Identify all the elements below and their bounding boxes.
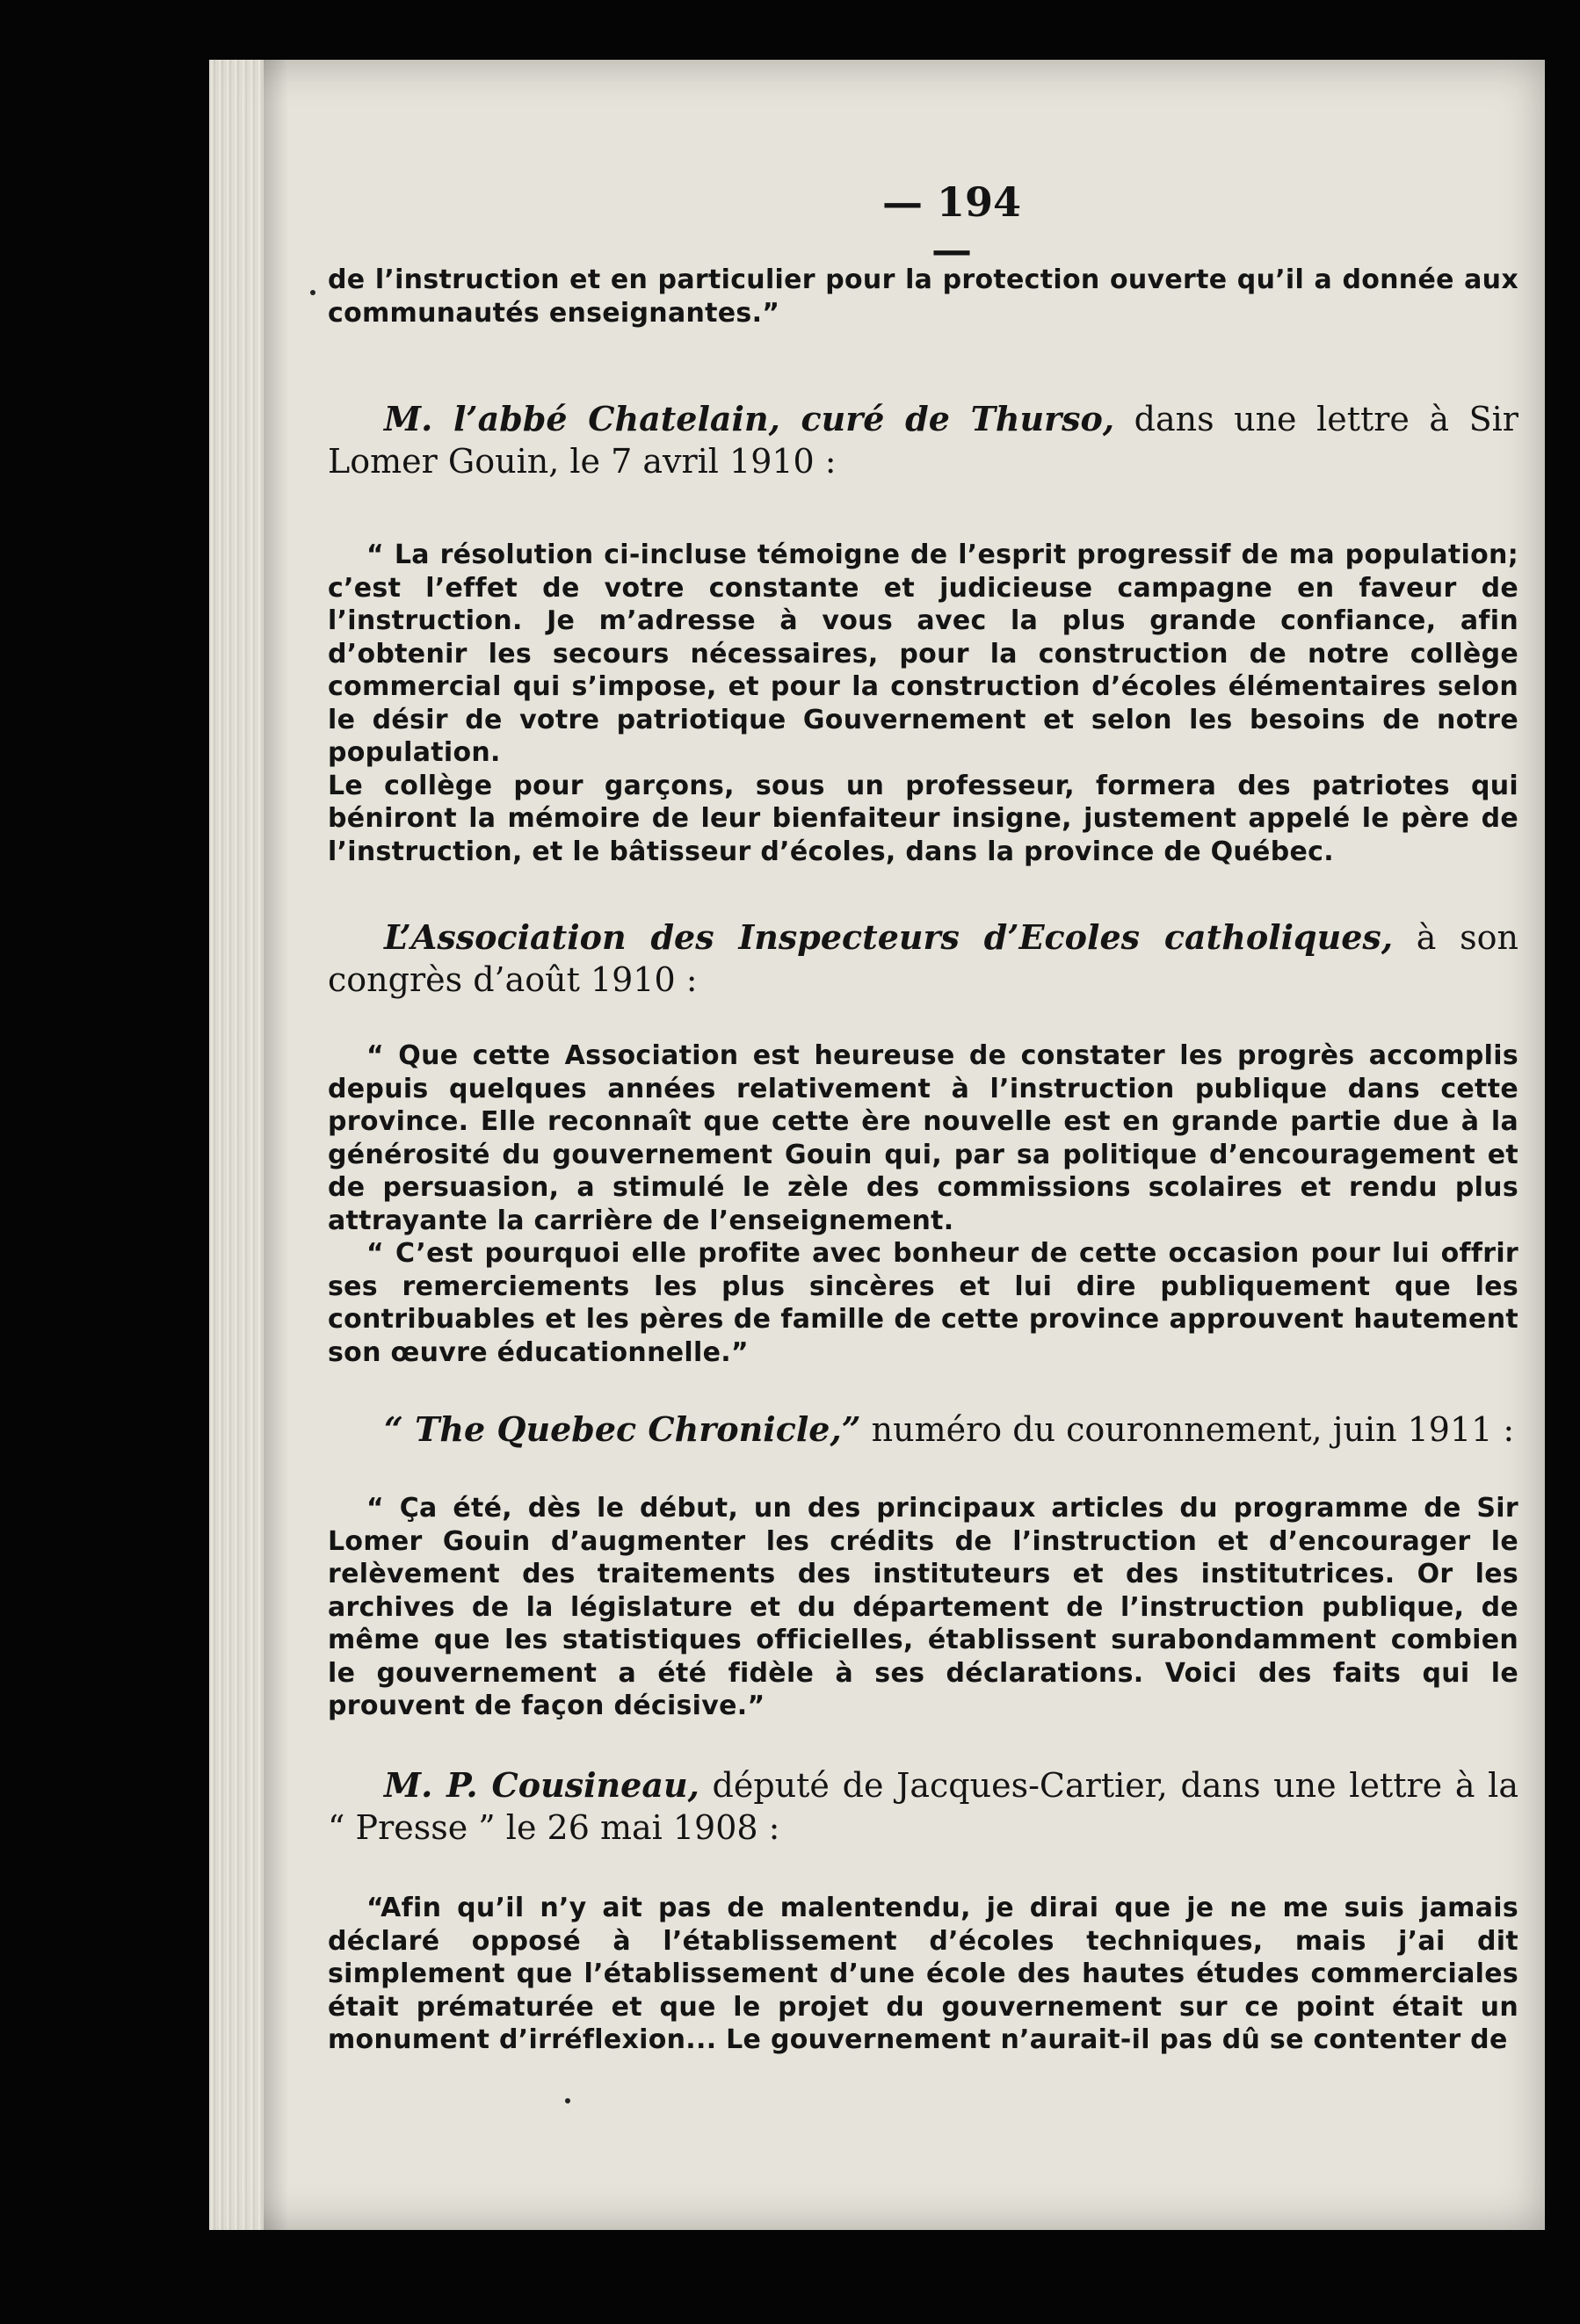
binding-shadow (264, 60, 288, 2230)
section1-paragraph-2: Le collège pour garçons, sous un professeur, formera des patriotes qui béniront la mémoire de leur bienfaiteur insigne, justement appelé le père de l’instruction, et le bâtisseur d’écoles, dans la province de Québec. (328, 770, 1518, 867)
scan-speck (310, 290, 315, 295)
page-number: — 194 — (881, 178, 1022, 273)
book-page (209, 60, 1545, 2230)
section2-heading (328, 916, 1518, 1001)
section1-heading (328, 398, 1518, 482)
section2-author: L’Association des Inspecteurs d’Ecoles catholiques, (384, 917, 1394, 957)
section3-quote (328, 1492, 1518, 1723)
section4-paragraph-1: “Afin qu’il n’y ait pas de malentendu, je dirai que je ne me suis jamais déclaré opposé à l’établissement d’écoles techniques, mais j’ai dit simplement que l’établissement d’une école des hautes études commerciales était prématurée et que le projet du gouvernement sur ce point était un monument d’irréflexion... Le gouvernement n’aurait-il pas dû se contenter de (328, 1893, 1518, 2055)
section4-heading (328, 1764, 1518, 1849)
section1-context: dans une lettre à Sir Lomer Gouin, le 7 avril 1910 : (328, 400, 1518, 481)
section4-context: député de Jacques-Cartier, dans une lettre à la “ Presse ” le 26 mai 1908 : (328, 1766, 1518, 1847)
section4-author: M. P. Cousineau, (384, 1765, 699, 1805)
section2-paragraph-2: “ C’est pourquoi elle profite avec bonheur de cette occasion pour lui offrir ses remerciements les plus sincères et lui dire publiquement que les contribuables et les pères de famille de cette province approuvent hautement son œuvre éducationnelle.” (328, 1238, 1518, 1368)
section3-paragraph-1: “ Ça été, dès le début, un des principaux articles du programme de Sir Lomer Gouin d’augmenter les crédits de l’instruction et d’encourager le relèvement des traitements des instituteurs et des institutrices. Or les archives de la législature et du département de l’instruction publique, de même que les statistiques officielles, établissent surabondamment combien le gouvernement a été fidèle à ses déclarations. Voici des faits qui le prouvent de façon décisive.” (328, 1493, 1518, 1721)
section2-context: à son congrès d’août 1910 : (328, 918, 1518, 999)
section1-author: M. l’abbé Chatelain, curé de Thurso, (384, 399, 1115, 438)
section1-paragraph-1: “ La résolution ci-incluse témoigne de l’esprit progressif de ma population; c’est l’effet de votre constante et judicieuse campagne en faveur de l’instruction. Je m’adresse à vous avec la plus grande confiance, afin d’obtenir les secours nécessaires, pour la construction de notre collège commercial qui s’impose, et pour la construction d’écoles élémentaires selon le désir de votre patriotique Gouvernement et selon les besoins de notre population. (328, 539, 1518, 768)
section4-quote (328, 1892, 1518, 2057)
section2-paragraph-1: “ Que cette Association est heureuse de constater les progrès accomplis depuis quelques années relativement à l’instruction publique dans cette province. Elle reconnaît que cette ère nouvelle est en grande partie due à la générosité du gouvernement Gouin qui, par sa politique d’encouragement et de persuasion, a stimulé le zèle des commissions scolaires et rendu plus attrayante la carrière de l’enseignement. (328, 1040, 1518, 1236)
section2-quote (328, 1039, 1518, 1369)
intro-paragraph: de l’instruction et en particulier pour la protection ouverte qu’il a donnée aux communautés enseignantes.” (328, 264, 1518, 329)
scan-speck (565, 2098, 570, 2103)
section3-heading (328, 1408, 1518, 1451)
section1-quote (328, 539, 1518, 868)
section3-author: “ The Quebec Chronicle,” (384, 1409, 861, 1449)
section3-context: numéro du couronnement, juin 1911 : (871, 1410, 1515, 1449)
page-binding-edge (209, 60, 264, 2230)
